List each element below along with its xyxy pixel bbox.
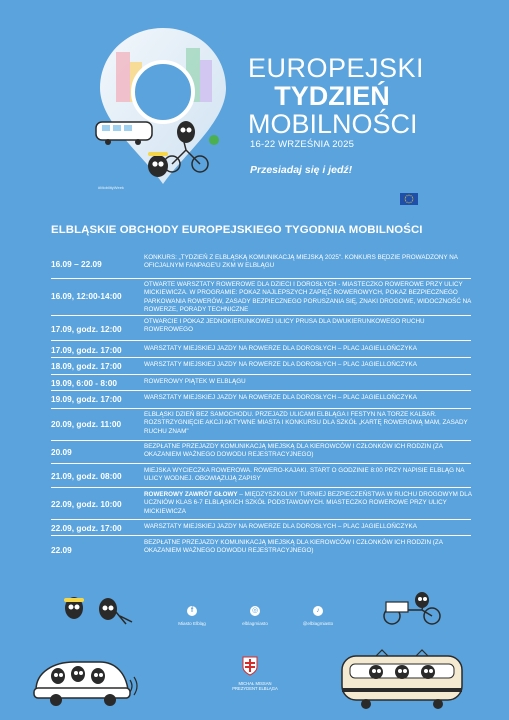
mobility-pin-illustration bbox=[88, 24, 238, 194]
event-date: 16.09 – 22.09 bbox=[51, 259, 102, 269]
social-instagram[interactable] bbox=[225, 606, 285, 626]
event-date: 20.09 bbox=[51, 447, 72, 457]
event-highlight: ROWEROWY ZAWRÓT GŁOWY bbox=[144, 491, 238, 498]
event-description: OTWARCIE I POKAZ JEDNOKIERUNKOWEJ ULICY PRUSA DLA DWUKIERUNKOWEGO RUCHU ROWEROWEGO bbox=[144, 318, 425, 334]
event-description: ELBLĄSKI DZIEŃ BEZ SAMOCHODU. PRZEJAZD ULICAMI ELBLĄGA I FESTYN NA TORZE KALBAR. ROZSTRZYGNIĘCIE AKCJI AKTYWNE MIASTA I KONKURSU DLA SZKÓŁ „KARTĘ ROWEROWĄ MAM, ZASADY RUCHU ZNAM" bbox=[144, 411, 468, 435]
schedule-row bbox=[51, 408, 471, 441]
social-facebook[interactable] bbox=[162, 606, 222, 626]
event-date: 19.09, godz. 17:00 bbox=[51, 394, 122, 404]
schedule-row bbox=[51, 535, 471, 560]
social-handle: elblagmiasto bbox=[242, 621, 268, 626]
event-date: 16.09, 12:00-14:00 bbox=[51, 291, 122, 301]
event-description: WARSZTATY MIEJSKIEJ JAZDY NA ROWERZE DLA DOROSŁYCH – PLAC JAGIELLOŃCZYKA bbox=[144, 361, 417, 368]
event-description: OTWARTE WARSZTATY ROWEROWE DLA DZIECI I DOROSŁYCH - MIASTECZKO ROWEROWE PRZY ULICY MICKIEWICZA. W PROGRAMIE: POKAZ NAJLEPSZYCH ZAPIĘĆ ROWEROWYCH, POKAZ BEZPIECZNEGO PARKOWANIA ROWERÓW, ZASADY BEZPIECZNEGO PORUSZANIA SIĘ, ZNAKI DROGOWE, WIDOCZNOŚĆ NA ROWERZE, PORADY TECHNICZNE bbox=[144, 281, 472, 314]
event-description: KONKURS: „TYDZIEŃ Z ELBLĄSKĄ KOMUNIKACJĄ MIEJSKĄ 2025". KONKURS BĘDZIE PROWADZONY NA OFICJALNYM FANPAGE'U ZKM W ELBLĄGU bbox=[144, 254, 458, 270]
hashtag-text: #MobilityWeek bbox=[98, 185, 124, 190]
event-description bbox=[144, 491, 474, 516]
title-line-1: EUROPEJSKI bbox=[248, 53, 425, 83]
event-dates: 16-22 WRZEŚNIA 2025 bbox=[250, 139, 355, 150]
event-date: 20.09, godz. 11:00 bbox=[51, 419, 122, 429]
event-date: 17.09, godz. 17:00 bbox=[51, 345, 122, 355]
car-illustration bbox=[30, 650, 142, 708]
event-date: 17.09, godz. 12:00 bbox=[51, 324, 122, 334]
event-description: WARSZTATY MIEJSKIEJ JAZDY NA ROWERZE DLA DOROSŁYCH – PLAC JAGIELLOŃCZYKA bbox=[144, 345, 417, 352]
schedule-row bbox=[51, 340, 471, 358]
event-date: 19.09, 6:00 - 8:00 bbox=[51, 378, 117, 388]
schedule-row bbox=[51, 519, 471, 536]
patron-credit bbox=[225, 681, 285, 691]
patron-name: MICHAŁ MISSAN bbox=[238, 681, 272, 686]
event-description: ROWEROWY PIĄTEK W ELBLĄGU bbox=[144, 378, 246, 385]
eu-flag-icon bbox=[400, 193, 418, 205]
event-description-text: – MIĘDZYSZKOLNY TURNIEJ BEZPIECZEŃSTWA W RUCHU DROGOWYM DLA UCZNIÓW KLAS 6-7 ELBLĄSKICH SZKÓŁ PODSTAWOWYCH. MIASTECZKO ROWEROWE PRZY ULICY MICKIEWICZA bbox=[144, 491, 472, 515]
slogan: Przesiadaj się i jedź! bbox=[250, 164, 353, 176]
event-description: BEZPŁATNE PRZEJAZDY KOMUNIKACJĄ MIEJSKĄ DLA KIEROWCÓW I CZŁONKÓW ICH RODZIN (ZA OKAZANIEM WAŻNEGO DOWODU REJESTRACYJNEGO) bbox=[144, 443, 443, 459]
schedule-row bbox=[51, 487, 471, 520]
section-title: ELBLĄSKIE OBCHODY EUROPEJSKIEGO TYGODNIA MOBILNOŚCI bbox=[51, 224, 423, 236]
event-date: 22.09, godz. 17:00 bbox=[51, 523, 122, 533]
pedestrians-illustration bbox=[60, 592, 134, 626]
cargo-bike-illustration bbox=[382, 590, 444, 626]
instagram-icon: ◎ bbox=[251, 607, 259, 614]
social-tiktok[interactable] bbox=[288, 606, 348, 626]
schedule-row bbox=[51, 390, 471, 409]
event-date: 22.09 bbox=[51, 545, 72, 555]
event-description: BEZPŁATNE PRZEJAZDY KOMUNIKACJĄ MIEJSKĄ DLA KIEROWCÓW I CZŁONKÓW ICH RODZIN (ZA OKAZANIEM WAŻNEGO DOWODU REJESTRACYJNEGO) bbox=[144, 539, 443, 555]
facebook-icon: f bbox=[187, 606, 197, 616]
title-line-3: MOBILNOŚCI bbox=[248, 109, 418, 139]
schedule-row bbox=[51, 463, 471, 488]
title-line-2: TYDZIEŃ bbox=[274, 81, 390, 111]
schedule-row bbox=[51, 440, 471, 464]
event-date: 22.09, godz. 10:00 bbox=[51, 499, 122, 509]
schedule-row bbox=[51, 315, 471, 341]
event-date: 18.09, godz. 17:00 bbox=[51, 361, 122, 371]
event-description: WARSZTATY MIEJSKIEJ JAZDY NA ROWERZE DLA DOROSŁYCH – PLAC JAGIELLOŃCZYKA bbox=[144, 523, 417, 530]
social-handle: @elblagmiasto bbox=[302, 621, 334, 626]
schedule-row bbox=[51, 357, 471, 375]
elblag-coat-of-arms-icon bbox=[242, 656, 258, 676]
event-description: MIEJSKA WYCIECZKA ROWEROWA. ROWERO-KAJAKI. START O GODZINIE 8:00 PRZY NAPISIE ELBLĄG NA ULICY WODNEJ. OBOWIĄZUJĄ ZAPISY bbox=[144, 467, 465, 483]
social-handle: Miasto Elbląg bbox=[178, 621, 206, 626]
event-description: WARSZTATY MIEJSKIEJ JAZDY NA ROWERZE DLA DOROSŁYCH – PLAC JAGIELLOŃCZYKA bbox=[144, 394, 417, 401]
tiktok-icon: ♪ bbox=[313, 606, 323, 616]
event-title bbox=[248, 53, 425, 139]
schedule-row bbox=[51, 374, 471, 391]
schedule-row bbox=[51, 278, 471, 316]
tram-illustration bbox=[336, 648, 468, 712]
event-date: 21.09, godz. 08:00 bbox=[51, 471, 122, 481]
schedule-row bbox=[51, 254, 471, 278]
patron-title: PREZYDENT ELBLĄGA bbox=[232, 686, 278, 692]
